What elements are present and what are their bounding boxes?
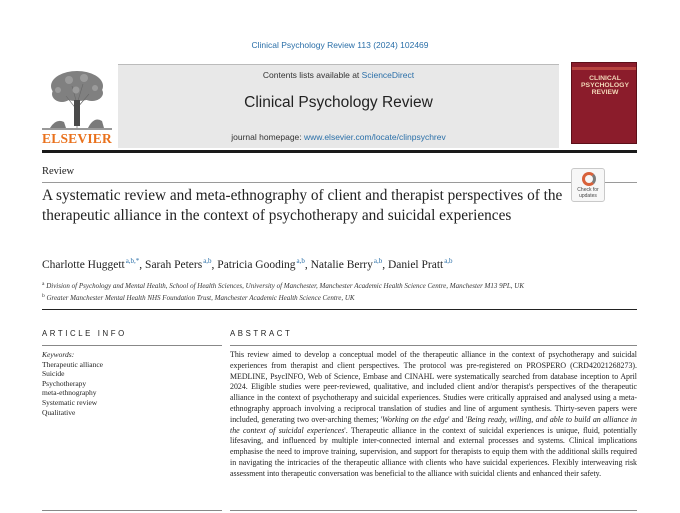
- journal-homepage-line: [118, 132, 559, 142]
- author-affiliation-marker[interactable]: a,b,*: [125, 257, 140, 265]
- article-title: A systematic review and meta-ethnography of client and therapist perspectives of the therapeutic alliance in the context of psychotherapy and suicidal experiences: [42, 187, 563, 224]
- keyword: Suicide: [42, 369, 65, 379]
- article-info-heading: ARTICLE INFO: [42, 329, 127, 338]
- author-separator: ,: [139, 259, 146, 271]
- author-name: [311, 259, 388, 271]
- cover-band: [572, 67, 636, 70]
- divider: [42, 309, 637, 310]
- check-for-updates-button[interactable]: [571, 168, 605, 202]
- author-separator: ,: [304, 259, 311, 271]
- author-affiliation-marker[interactable]: a,b: [296, 257, 305, 265]
- author-affiliation-marker[interactable]: a,b: [444, 257, 453, 265]
- keyword: Qualitative: [42, 407, 76, 417]
- author-name-text[interactable]: Patricia Gooding: [217, 259, 296, 271]
- affiliations: [42, 279, 637, 303]
- author-affiliation-marker[interactable]: a,b: [203, 257, 212, 265]
- abstract-text: [230, 350, 637, 480]
- author-separator: ,: [382, 259, 388, 271]
- abstract-part: ' and ': [448, 414, 468, 424]
- author-name-text[interactable]: Sarah Peters: [145, 259, 203, 271]
- check-updates-icon: [582, 172, 596, 186]
- author-name: [217, 259, 310, 271]
- article-type: Review: [42, 166, 75, 177]
- affiliation-text: Division of Psychology and Mental Health, School of Health Sciences, University of Manchester, Manchester Academic Health Science Centre, Manchester M13 9PL, UK: [46, 282, 525, 290]
- affiliation-marker: b: [42, 293, 45, 299]
- affiliation-item: [42, 291, 637, 303]
- contents-available-line: [118, 70, 559, 80]
- masthead-top-rule: [118, 64, 559, 65]
- contents-prefix: Contents lists available at: [262, 70, 362, 80]
- sciencedirect-link[interactable]: ScienceDirect: [361, 70, 415, 80]
- homepage-prefix: journal homepage:: [231, 132, 305, 142]
- cover-title: [576, 75, 634, 96]
- journal-cover-thumbnail[interactable]: [571, 62, 637, 144]
- abstract-bottom-rule: [230, 510, 637, 511]
- keyword: Therapeutic alliance: [42, 359, 104, 369]
- author-name-text[interactable]: Charlotte Huggett: [42, 259, 125, 271]
- keyword: Psychotherapy: [42, 378, 87, 388]
- abstract-rule: [230, 345, 637, 346]
- abstract-part: This review aimed to develop a conceptual model of the therapeutic alliance in the context of psychotherapy and suicidal experiences from therapist and client perspectives. The protocol was pre-registered on PROSPERO (CRD42021268273). MEDLINE, PsycINFO, Web of Science, Embase and CINAHL were systematically searched from database inception to April 2024. Eligible studies were peer-reviewed, qualitative, and included client and/or therapist's perspectives of the therapeutic alliance in the context of psychotherapy and suicidal experiences. Studies were critically appraised and analysed using a meta-ethnography approach involving a reciprocal translation of studies and line of argument synthesis. Thirty-seven papers were included, generating two over-arching themes; ': [230, 350, 637, 424]
- keywords-label: Keywords:: [42, 350, 75, 359]
- abstract-heading: ABSTRACT: [230, 329, 293, 338]
- journal-title: Clinical Psychology Review: [244, 94, 433, 111]
- author-list: [42, 257, 637, 271]
- author-name: [145, 259, 217, 271]
- affiliation-marker: a: [42, 281, 45, 287]
- divider: [42, 182, 637, 183]
- check-updates-label-line: updates: [579, 192, 597, 199]
- abstract-theme: Being ready, willing, and able to build an alliance in the context of suicidal experiences: [230, 414, 637, 435]
- cover-title-line: REVIEW: [591, 89, 619, 96]
- check-updates-label: [572, 188, 604, 199]
- author-name-text[interactable]: Natalie Berry: [310, 259, 373, 271]
- article-info-bottom-rule: [42, 510, 222, 511]
- journal-homepage-link[interactable]: www.elsevier.com/locate/clinpsychrev: [304, 132, 446, 142]
- author-name: [42, 259, 145, 271]
- affiliation-item: [42, 279, 637, 291]
- journal-masthead: [118, 64, 559, 148]
- keyword: meta-ethnography: [42, 388, 97, 398]
- journal-citation[interactable]: Clinical Psychology Review 113 (2024) 102469: [251, 40, 429, 50]
- affiliation-text: Greater Manchester Mental Health NHS Foundation Trust, Manchester Academic Health Science Centre, UK: [46, 294, 355, 302]
- tree-logo-graphic: [42, 66, 112, 130]
- masthead-divider: [42, 150, 637, 153]
- keywords-block: [42, 350, 222, 417]
- cover-title-line: CLINICAL: [589, 75, 621, 82]
- elsevier-wordmark: ELSEVIER: [42, 131, 112, 146]
- author-affiliation-marker[interactable]: a,b: [373, 257, 383, 265]
- check-updates-label-line: Check for: [577, 187, 599, 193]
- article-info-rule: [42, 345, 222, 346]
- abstract-theme: Working on the edge: [382, 414, 449, 424]
- keyword: Systematic review: [42, 397, 98, 407]
- author-separator: ,: [211, 259, 218, 271]
- author-name: [388, 259, 453, 271]
- cover-title-line: PSYCHOLOGY: [581, 82, 629, 89]
- abstract-part: '. Therapeutic alliance in the context of suicidal experiences is unique, fluid, potentially lifesaving, and influenced by multiple inter-connected internal and external processes and systems. Clinical implications emphasise the need to improve training, supervision, and support for therapists to equip them with the additional skills required in navigating the intricacies of the therapeutic alliance with clients who have suicidal experiences. Flexibly interweaving risk assessment into therapeutic conversation was beneficial to the alliance with suicidal clients and enhanced their safety.: [230, 425, 637, 478]
- author-name-text[interactable]: Daniel Pratt: [387, 259, 444, 271]
